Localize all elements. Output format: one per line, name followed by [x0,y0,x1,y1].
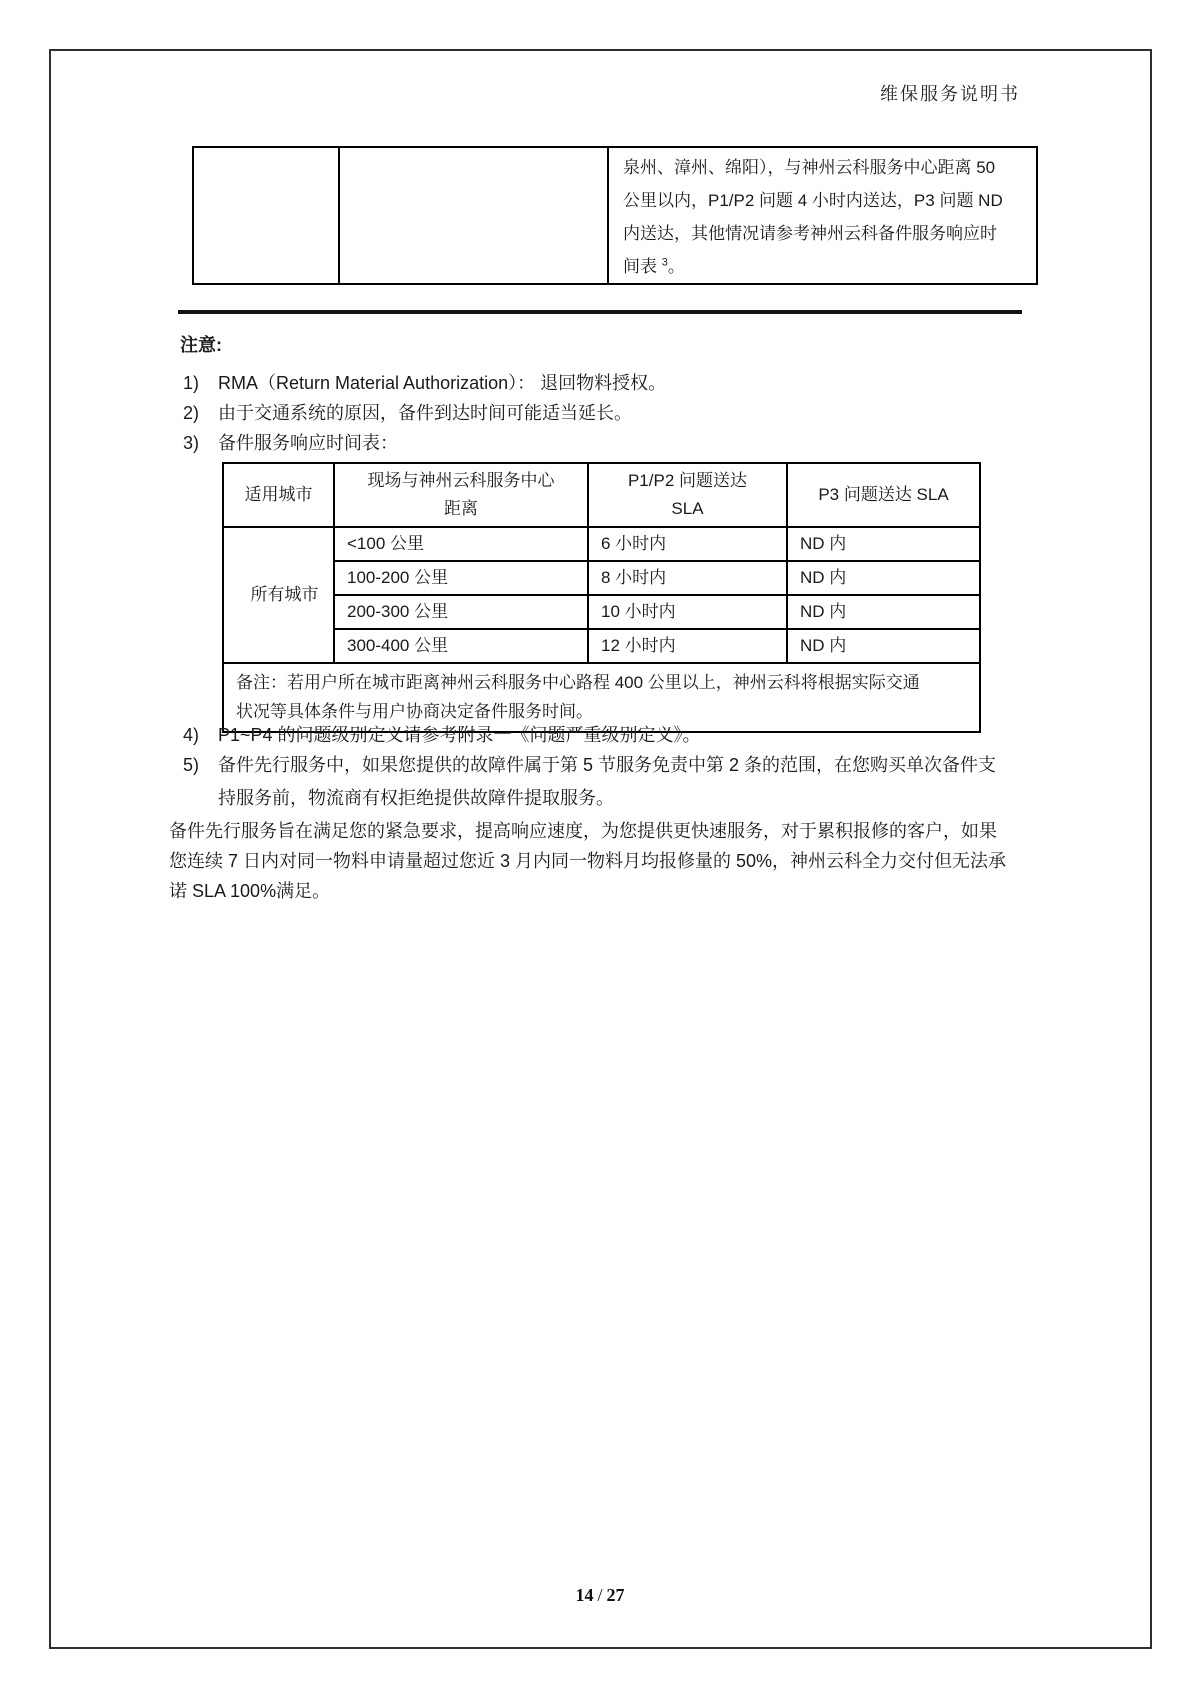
list-text: 备件服务响应时间表： [218,433,398,453]
page-number [0,1585,1200,1606]
list-number: 4) [183,725,200,745]
header-distance [334,463,588,527]
list-text: 备件先行服务中，如果您提供的故障件属于第 5 节服务免责中第 2 条的范围，在您购买单次备件支 [218,755,997,775]
cell-distance: <100 公里 [334,527,588,561]
table-row [193,147,1037,284]
header-line: P1/P2 问题送达 [627,471,748,490]
page-current: 14 [575,1585,594,1605]
page-separator: / [597,1585,603,1605]
list-number: 5) [183,755,200,775]
table-row [223,561,980,595]
notice-item-2 [183,402,632,424]
header-p3-sla: P3 问题送达 SLA [787,463,980,527]
cell-city-all: 所有城市 [223,527,334,663]
table-cell-empty-2 [339,147,608,284]
cell-distance: 300-400 公里 [334,629,588,663]
header-city: 适用城市 [223,463,334,527]
notice-item-5-continued [218,787,614,809]
cell-text-line: 公里以内，P1/P2 问题 4 小时内送达，P3 问题 ND [623,191,1003,210]
table-row [223,595,980,629]
cell-distance: 200-300 公里 [334,595,588,629]
table-cell-empty-1 [193,147,339,284]
closing-paragraph-line: 备件先行服务旨在满足您的紧急要求，提高响应速度，为您提供更快速服务，对于累积报修的客户，如果 [169,821,997,841]
remark-line: 备注：若用户所在城市距离神州云科服务中心路程 400 公里以上，神州云科将根据实际交通 [236,673,920,692]
cell-p3: ND 内 [787,629,980,663]
continued-table-fragment [192,146,1038,285]
notice-heading: 注意: [180,335,222,355]
table-cell-delivery-text [608,147,1037,284]
cell-text-line: 内送达，其他情况请参考神州云科备件服务响应时 [623,224,997,243]
cell-text-period: 。 [667,257,685,276]
closing-paragraph-line: 您连续 7 日内对同一物料申请量超过您近 3 月内同一物料月均报修量的 50%，神州云科全力交付但无法承 [169,851,1007,871]
notice-item-1 [183,372,666,394]
list-number: 3) [183,433,200,453]
list-text: RMA（Return Material Authorization）： 退回物料授权。 [218,373,667,393]
list-text: P1~P4 的问题级别定义请参考附录一《问题严重级别定义》。 [218,725,701,745]
cell-remark [223,663,980,732]
list-text: 持服务前，物流商有权拒绝提供故障件提取服务。 [218,788,614,808]
cell-p12: 8 小时内 [588,561,787,595]
header-line: 现场与神州云科服务中心 [367,471,555,490]
cell-text-tail: 间表 [623,257,662,276]
list-number: 2) [183,403,200,423]
doc-header-title: 维保服务说明书 [880,84,1020,104]
section-divider-rule [178,310,1022,314]
cell-distance: 100-200 公里 [334,561,588,595]
page-total: 27 [606,1585,625,1605]
remark-line: 状况等具体条件与用户协商决定备件服务时间。 [236,702,593,721]
cell-p3: ND 内 [787,595,980,629]
cell-p3: ND 内 [787,527,980,561]
table-row [223,629,980,663]
notice-item-5 [183,754,996,776]
header-line: 距离 [444,499,478,518]
cell-p12: 6 小时内 [588,527,787,561]
table-header-row [223,463,980,527]
sla-response-time-table [222,462,981,733]
cell-text-line [623,250,1026,283]
page-border [49,49,1152,1649]
closing-paragraph-line: 诺 SLA 100%满足。 [169,881,331,901]
cell-p12: 12 小时内 [588,629,787,663]
cell-p12: 10 小时内 [588,595,787,629]
notice-item-3 [183,432,398,454]
table-row [223,527,980,561]
notice-item-4 [183,724,701,746]
table-remark-row [223,663,980,732]
list-text: 由于交通系统的原因，备件到达时间可能适当延长。 [218,403,632,423]
cell-p3: ND 内 [787,561,980,595]
list-number: 1) [183,373,200,393]
header-line: SLA [671,499,704,518]
cell-text-line: 泉州、漳州、绵阳），与神州云科服务中心距离 50 [623,158,996,177]
footnote-ref: 3 [661,256,668,269]
header-p12-sla [588,463,787,527]
